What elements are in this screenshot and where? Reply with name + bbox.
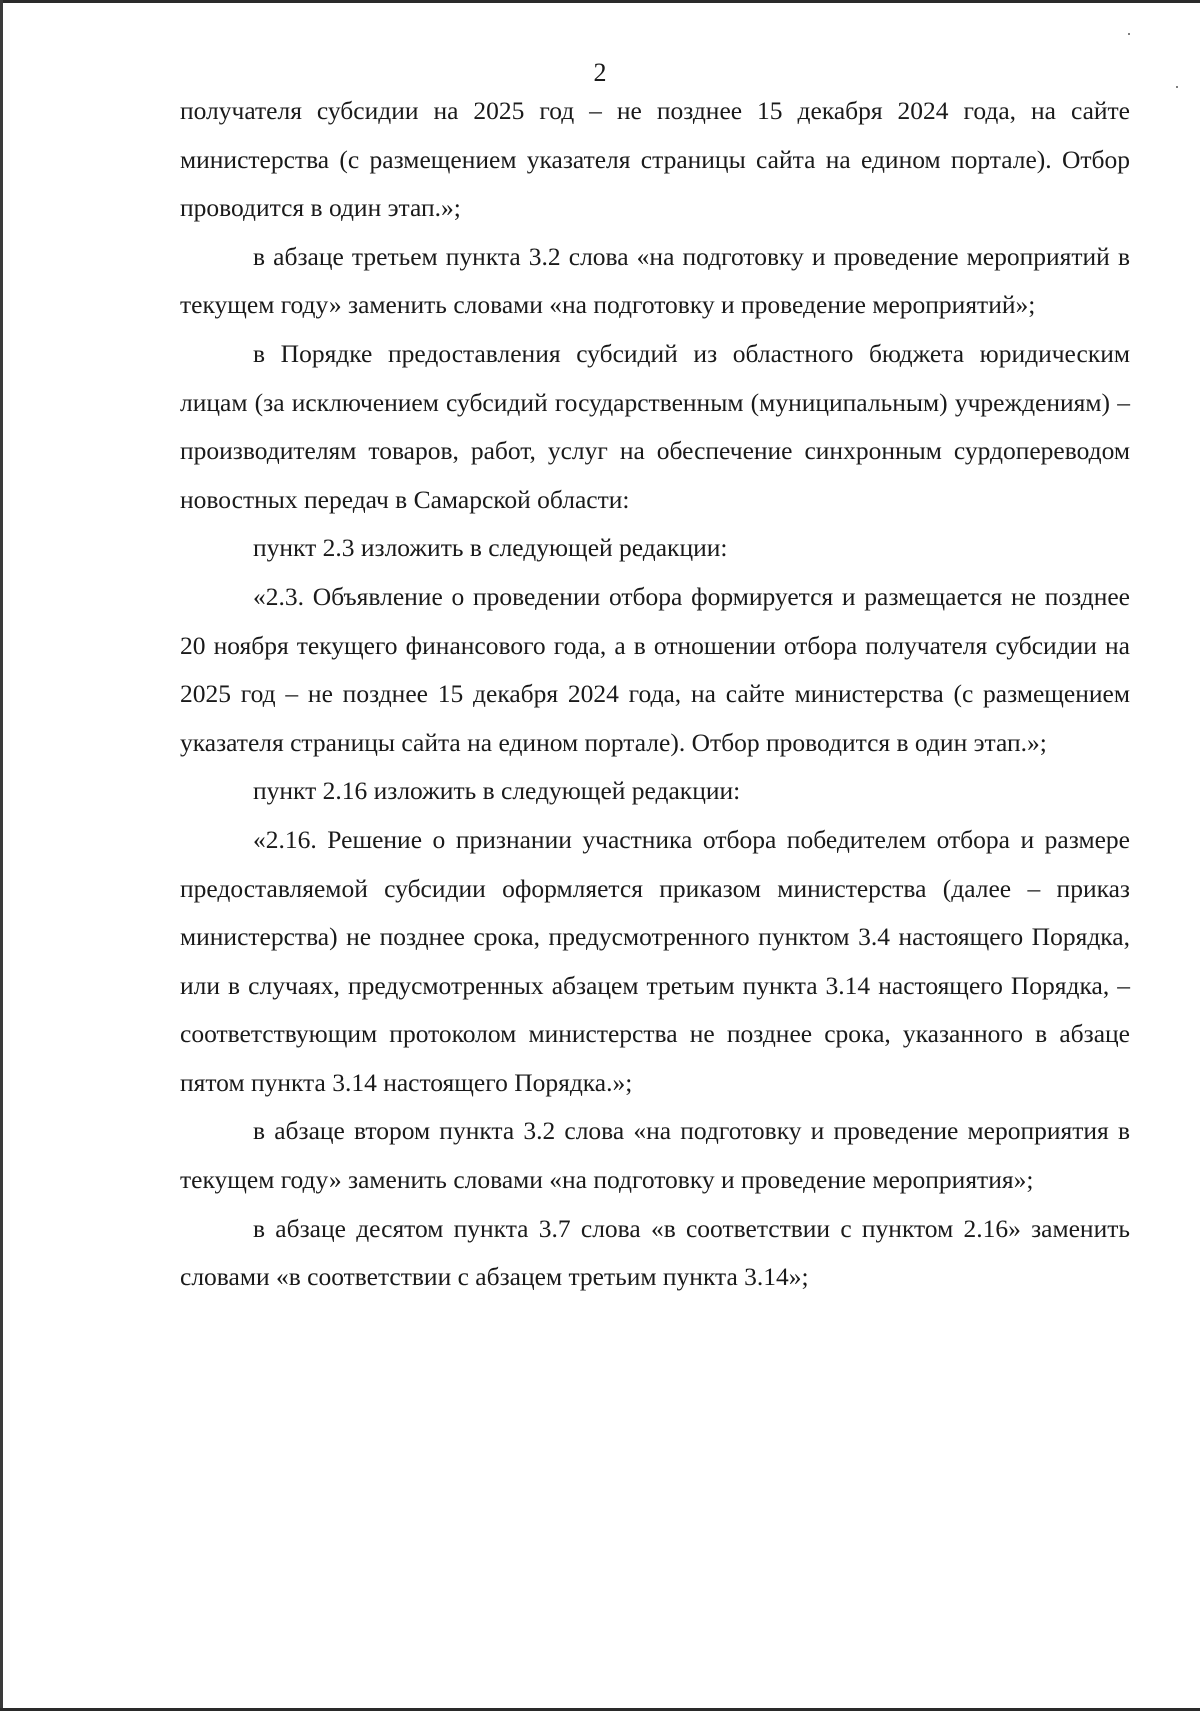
document-body xyxy=(180,87,1130,1302)
paragraph: пункт 2.16 изложить в следующей редакции: xyxy=(253,776,741,806)
paragraph: «2.16. Решение о признании участника отбора победителем отбора и размере предоставляемой субсидии оформляется приказом министерства (далее – приказ министерства) не позднее срока, предусмотренного пунктом 3.4 настоящего Порядка, или в случаях, предусмотренных абзацем третьим пункта 3.14 настоящего Порядка, – соответствующим протоколом министерства не позднее срока, указанного в абзаце пятом пункта 3.14 настоящего Порядка.»; xyxy=(180,824,1130,1097)
page-number: 2 xyxy=(593,58,607,87)
scan-speck xyxy=(1128,33,1130,35)
scan-edge-top xyxy=(0,0,1200,3)
paragraph: в абзаце втором пункта 3.2 слова «на подготовку и проведение мероприятия в текущем году» заменить словами «на подготовку и проведение мероприятия»; xyxy=(180,1116,1130,1195)
paragraph: «2.3. Объявление о проведении отбора формируется и размещается не позднее 20 ноября текущего финансового года, а в отношении отбора получателя субсидии на 2025 год – не позднее 15 декабря 2024 года, на сайте министерства (с размещением указателя страницы сайта на едином портале). Отбор проводится в один этап.»; xyxy=(180,581,1130,757)
paragraph: в абзаце третьем пункта 3.2 слова «на подготовку и проведение мероприятий в текущем году» заменить словами «на подготовку и проведение мероприятий»; xyxy=(180,241,1130,320)
paragraph: в абзаце десятом пункта 3.7 слова «в соответствии с пунктом 2.16» заменить словами «в соответствии с абзацем третьим пункта 3.14»; xyxy=(180,1213,1130,1292)
paragraph: в Порядке предоставления субсидий из областного бюджета юридическим лицам (за исключением субсидий государственным (муниципальным) учреждениям) – производителям товаров, работ, услуг на обеспечение синхронным сурдопереводом новостных передач в Самарской области: xyxy=(180,338,1130,514)
paragraph: пункт 2.3 изложить в следующей редакции: xyxy=(253,533,728,563)
paragraph-continuation: получателя субсидии на 2025 год – не позднее 15 декабря 2024 года, на сайте министерства (с размещением указателя страницы сайта на едином портале). Отбор проводится в один этап.»; xyxy=(180,96,1130,223)
scan-edge-left xyxy=(0,0,3,1711)
